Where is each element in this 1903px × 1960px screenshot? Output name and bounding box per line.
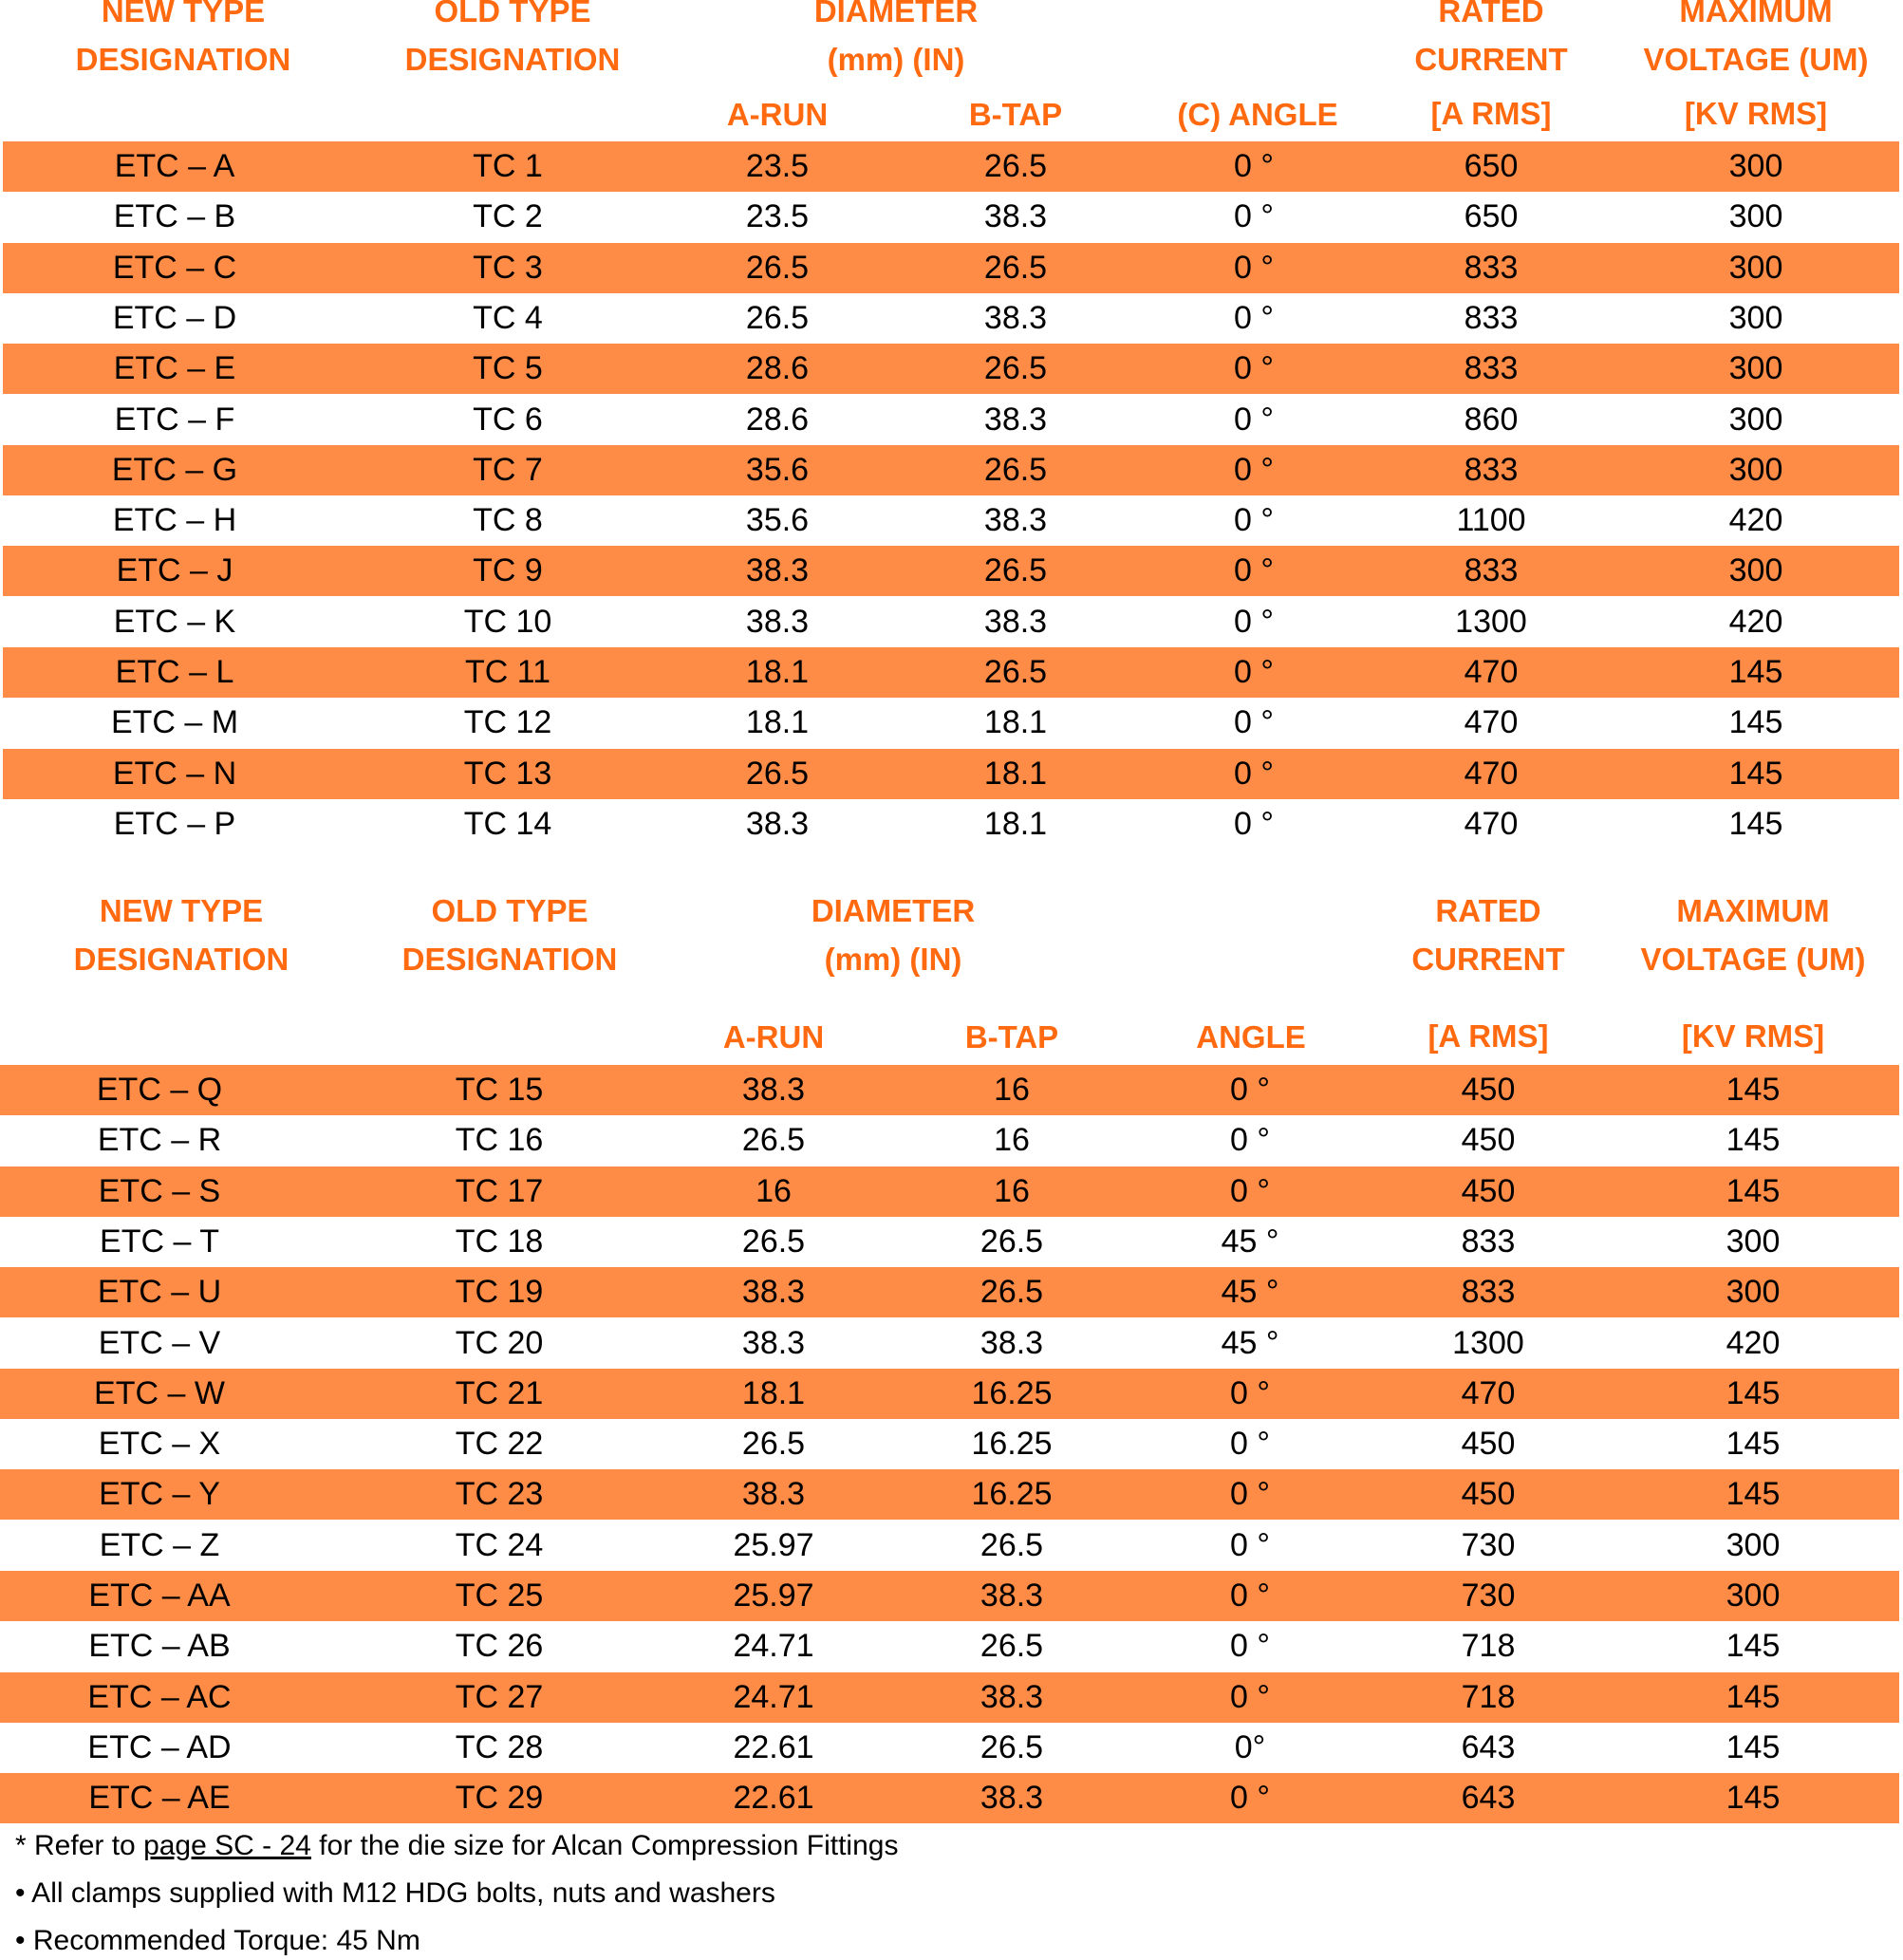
cell-new-type: ETC – Q — [96, 1072, 223, 1108]
header-old-type — [402, 892, 618, 979]
cell-rated-current: 450 — [1461, 1476, 1516, 1513]
cell-a-run: 25.97 — [733, 1526, 814, 1563]
cell-angle: 0 ° — [1234, 299, 1274, 336]
cell-new-type: ETC – AC — [87, 1678, 232, 1715]
cell-rated-current: 718 — [1461, 1628, 1516, 1665]
cell-angle: 0 ° — [1234, 805, 1274, 842]
cell-a-run: 38.3 — [741, 1476, 806, 1513]
header-max-voltage — [1643, 0, 1868, 133]
cell-rated-current: 730 — [1461, 1577, 1516, 1614]
cell-angle: 0 ° — [1234, 704, 1274, 741]
header-text: RATED — [1435, 893, 1541, 928]
cell-new-type: ETC – H — [112, 502, 237, 539]
header-b-tap: B-TAP — [964, 1019, 1059, 1055]
cell-b-tap: 16.25 — [971, 1476, 1053, 1513]
cell-old-type: TC 25 — [455, 1577, 544, 1614]
cell-old-type: TC 15 — [455, 1072, 544, 1108]
cell-a-run: 38.3 — [741, 1324, 806, 1361]
cell-max-voltage: 300 — [1728, 451, 1783, 488]
table-row — [3, 293, 1899, 344]
header-text: DESIGNATION — [404, 42, 621, 77]
cell-angle: 0 ° — [1234, 552, 1274, 589]
cell-rated-current: 1300 — [1452, 1324, 1524, 1361]
cell-new-type: ETC – N — [112, 755, 237, 792]
table-row — [3, 344, 1899, 394]
cell-angle: 0 ° — [1230, 1374, 1270, 1411]
cell-a-run: 25.97 — [733, 1577, 814, 1614]
cell-new-type: ETC – W — [94, 1374, 225, 1411]
header-text: [A RMS] — [1430, 96, 1552, 131]
cell-angle: 0 ° — [1230, 1122, 1270, 1159]
cell-b-tap: 38.3 — [983, 603, 1048, 640]
cell-rated-current: 643 — [1461, 1780, 1516, 1817]
header-angle: (C) ANGLE — [1177, 97, 1338, 132]
table-row — [3, 749, 1899, 799]
cell-b-tap: 38.3 — [979, 1678, 1044, 1715]
header-rated-current — [1411, 892, 1564, 1055]
cell-a-run: 38.3 — [741, 1274, 806, 1311]
footnote-torque: • Recommended Torque: 45 Nm — [15, 1925, 420, 1956]
cell-b-tap: 26.5 — [983, 148, 1048, 184]
cell-b-tap: 26.5 — [983, 552, 1048, 589]
cell-a-run: 35.6 — [745, 502, 810, 539]
cell-max-voltage: 300 — [1726, 1274, 1781, 1311]
cell-a-run: 35.6 — [745, 451, 810, 488]
cell-a-run: 38.3 — [745, 805, 810, 842]
cell-b-tap: 26.5 — [979, 1628, 1044, 1665]
table-row — [0, 1318, 1899, 1369]
cell-old-type: TC 7 — [473, 451, 543, 488]
cell-b-tap: 38.3 — [979, 1780, 1044, 1817]
cell-angle: 0 ° — [1234, 755, 1274, 792]
cell-max-voltage: 300 — [1726, 1223, 1781, 1260]
table-row — [0, 1571, 1899, 1621]
cell-new-type: ETC – L — [115, 654, 234, 690]
cell-new-type: ETC – A — [114, 148, 235, 184]
cell-rated-current: 833 — [1461, 1223, 1516, 1260]
cell-new-type: ETC – R — [97, 1122, 222, 1159]
cell-b-tap: 16 — [994, 1172, 1030, 1209]
cell-max-voltage: 300 — [1726, 1526, 1781, 1563]
cell-old-type: TC 8 — [473, 502, 543, 539]
cell-new-type: ETC – Z — [99, 1526, 220, 1563]
cell-old-type: TC 28 — [455, 1728, 544, 1765]
header-text: DESIGNATION — [401, 942, 618, 977]
cell-a-run: 26.5 — [745, 299, 810, 336]
cell-b-tap: 16.25 — [971, 1426, 1053, 1463]
cell-a-run: 18.1 — [745, 704, 810, 741]
cell-rated-current: 730 — [1461, 1526, 1516, 1563]
cell-angle: 0 ° — [1234, 451, 1274, 488]
cell-angle: 0 ° — [1230, 1426, 1270, 1463]
header-text: OLD TYPE — [431, 893, 588, 928]
table-row — [0, 1621, 1899, 1671]
cell-rated-current: 650 — [1464, 148, 1519, 184]
header-text: NEW TYPE — [99, 893, 264, 928]
header-text: RATED — [1438, 0, 1544, 28]
cell-b-tap: 38.3 — [983, 401, 1048, 438]
cell-new-type: ETC – F — [114, 401, 235, 438]
header-text: VOLTAGE (UM) — [1640, 942, 1866, 977]
cell-old-type: TC 16 — [455, 1122, 544, 1159]
header-rated-current — [1414, 0, 1567, 133]
cell-angle: 0 ° — [1230, 1678, 1270, 1715]
cell-max-voltage: 145 — [1726, 1628, 1781, 1665]
cell-max-voltage: 145 — [1726, 1678, 1781, 1715]
cell-b-tap: 26.5 — [983, 249, 1048, 286]
cell-b-tap: 38.3 — [983, 502, 1048, 539]
cell-new-type: ETC – M — [110, 704, 239, 741]
cell-angle: 0 ° — [1234, 350, 1274, 387]
cell-old-type: TC 20 — [455, 1324, 544, 1361]
cell-new-type: ETC – D — [112, 299, 237, 336]
cell-angle: 0 ° — [1230, 1526, 1270, 1563]
header-diameter — [814, 0, 978, 79]
cell-b-tap: 26.5 — [983, 350, 1048, 387]
cell-max-voltage: 300 — [1728, 401, 1783, 438]
cell-a-run: 26.5 — [741, 1223, 806, 1260]
footnote-bolts: • All clamps supplied with M12 HDG bolts, nuts and washers — [15, 1877, 775, 1909]
cell-angle: 45 ° — [1221, 1223, 1279, 1260]
cell-angle: 0° — [1234, 1728, 1266, 1765]
cell-old-type: TC 19 — [455, 1274, 544, 1311]
cell-old-type: TC 22 — [455, 1426, 544, 1463]
cell-old-type: TC 12 — [463, 704, 552, 741]
cell-a-run: 22.61 — [733, 1780, 814, 1817]
cell-angle: 0 ° — [1230, 1577, 1270, 1614]
header-a-run: A-RUN — [722, 1019, 825, 1055]
cell-b-tap: 26.5 — [983, 654, 1048, 690]
cell-rated-current: 650 — [1464, 198, 1519, 235]
cell-b-tap: 38.3 — [983, 198, 1048, 235]
cell-rated-current: 860 — [1464, 401, 1519, 438]
cell-new-type: ETC – AE — [88, 1780, 231, 1817]
cell-new-type: ETC – Y — [99, 1476, 220, 1513]
header-max-voltage — [1640, 892, 1865, 1055]
cell-new-type: ETC – G — [111, 451, 238, 488]
header-text: [KV RMS] — [1684, 96, 1828, 131]
cell-old-type: TC 3 — [473, 249, 543, 286]
cell-max-voltage: 145 — [1728, 755, 1783, 792]
header-text: (mm) (IN) — [827, 42, 965, 77]
cell-angle: 0 ° — [1230, 1628, 1270, 1665]
cell-new-type: ETC – V — [98, 1324, 221, 1361]
table-row — [3, 395, 1899, 445]
cell-old-type: TC 5 — [473, 350, 543, 387]
cell-new-type: ETC – U — [97, 1274, 222, 1311]
cell-old-type: TC 13 — [463, 755, 552, 792]
table-row — [3, 546, 1899, 596]
cell-angle: 0 ° — [1230, 1172, 1270, 1209]
cell-max-voltage: 145 — [1726, 1780, 1781, 1817]
cell-b-tap: 38.3 — [979, 1577, 1044, 1614]
table-row — [3, 597, 1899, 647]
cell-a-run: 26.5 — [745, 755, 810, 792]
cell-new-type: ETC – J — [116, 552, 233, 589]
header-diameter — [812, 892, 975, 979]
cell-max-voltage: 300 — [1728, 249, 1783, 286]
cell-angle: 0 ° — [1234, 654, 1274, 690]
cell-old-type: TC 9 — [473, 552, 543, 589]
cell-a-run: 18.1 — [741, 1374, 806, 1411]
cell-max-voltage: 420 — [1726, 1324, 1781, 1361]
cell-rated-current: 470 — [1464, 805, 1519, 842]
cell-max-voltage: 300 — [1728, 299, 1783, 336]
cell-max-voltage: 300 — [1726, 1577, 1781, 1614]
table-row — [3, 243, 1899, 293]
cell-a-run: 38.3 — [745, 603, 810, 640]
cell-old-type: TC 29 — [455, 1780, 544, 1817]
cell-max-voltage: 145 — [1726, 1172, 1781, 1209]
table-row — [0, 1267, 1899, 1317]
cell-a-run: 23.5 — [745, 148, 810, 184]
cell-new-type: ETC – S — [98, 1172, 221, 1209]
header-a-run: A-RUN — [726, 97, 829, 132]
cell-new-type: ETC – T — [100, 1223, 219, 1260]
cell-a-run: 26.5 — [741, 1122, 806, 1159]
cell-old-type: TC 18 — [455, 1223, 544, 1260]
cell-rated-current: 833 — [1464, 350, 1519, 387]
cell-max-voltage: 300 — [1728, 198, 1783, 235]
cell-new-type: ETC – AB — [88, 1628, 231, 1665]
footnote-text: * Refer to — [15, 1830, 144, 1861]
cell-new-type: ETC – AD — [87, 1728, 232, 1765]
cell-b-tap: 16.25 — [971, 1374, 1053, 1411]
cell-a-run: 28.6 — [745, 401, 810, 438]
cell-rated-current: 833 — [1464, 249, 1519, 286]
header-text: DIAMETER — [811, 893, 976, 928]
cell-max-voltage: 145 — [1726, 1374, 1781, 1411]
cell-rated-current: 833 — [1464, 299, 1519, 336]
header-b-tap: B-TAP — [968, 97, 1063, 132]
table-row — [0, 1369, 1899, 1419]
cell-max-voltage: 300 — [1728, 148, 1783, 184]
cell-new-type: ETC – K — [113, 603, 236, 640]
table-row — [0, 1419, 1899, 1469]
cell-rated-current: 470 — [1464, 755, 1519, 792]
table-row — [3, 698, 1899, 748]
cell-rated-current: 470 — [1461, 1374, 1516, 1411]
table-row — [0, 1217, 1899, 1267]
table-row — [3, 141, 1899, 192]
cell-b-tap: 16 — [994, 1072, 1030, 1108]
cell-max-voltage: 145 — [1726, 1426, 1781, 1463]
cell-max-voltage: 145 — [1728, 805, 1783, 842]
cell-new-type: ETC – B — [113, 198, 236, 235]
cell-b-tap: 18.1 — [983, 755, 1048, 792]
cell-max-voltage: 300 — [1728, 552, 1783, 589]
footnote-die-size — [15, 1827, 898, 1865]
cell-max-voltage: 145 — [1728, 654, 1783, 690]
header-text: DESIGNATION — [73, 942, 289, 977]
footnote-text: for the die size for Alcan Compression Fittings — [310, 1830, 899, 1861]
table-row — [0, 1521, 1899, 1571]
cell-max-voltage: 145 — [1726, 1122, 1781, 1159]
header-text: [KV RMS] — [1681, 1018, 1825, 1054]
cell-max-voltage: 420 — [1728, 603, 1783, 640]
cell-old-type: TC 24 — [455, 1526, 544, 1563]
header-text: CURRENT — [1411, 942, 1565, 977]
header-angle: ANGLE — [1196, 1019, 1306, 1055]
cell-a-run: 38.3 — [745, 552, 810, 589]
cell-a-run: 16 — [756, 1172, 792, 1209]
header-text: NEW TYPE — [101, 0, 266, 28]
cell-new-type: ETC – C — [112, 249, 237, 286]
cell-a-run: 26.5 — [745, 249, 810, 286]
cell-a-run: 24.71 — [733, 1628, 814, 1665]
cell-rated-current: 833 — [1464, 552, 1519, 589]
cell-rated-current: 833 — [1464, 451, 1519, 488]
cell-old-type: TC 17 — [455, 1172, 544, 1209]
cell-max-voltage: 145 — [1726, 1728, 1781, 1765]
header-text: MAXIMUM — [1679, 0, 1833, 28]
cell-a-run: 18.1 — [745, 654, 810, 690]
cell-max-voltage: 145 — [1728, 704, 1783, 741]
cell-rated-current: 450 — [1461, 1426, 1516, 1463]
cell-rated-current: 450 — [1461, 1172, 1516, 1209]
cell-rated-current: 643 — [1461, 1728, 1516, 1765]
header-new-type — [76, 0, 291, 79]
cell-b-tap: 26.5 — [983, 451, 1048, 488]
header-old-type — [405, 0, 621, 79]
table-row — [0, 1469, 1899, 1520]
cell-b-tap: 38.3 — [983, 299, 1048, 336]
cell-old-type: TC 11 — [464, 654, 551, 690]
table-row — [3, 799, 1899, 849]
table-row — [0, 1773, 1899, 1823]
cell-angle: 0 ° — [1230, 1072, 1270, 1108]
cell-a-run: 38.3 — [741, 1072, 806, 1108]
cell-old-type: TC 14 — [463, 805, 552, 842]
cell-angle: 0 ° — [1230, 1476, 1270, 1513]
header-text: (mm) (IN) — [824, 942, 962, 977]
header-text: DIAMETER — [813, 0, 979, 28]
cell-rated-current: 1100 — [1456, 502, 1526, 539]
table-row — [3, 445, 1899, 495]
cell-b-tap: 26.5 — [979, 1728, 1044, 1765]
table-row — [3, 647, 1899, 698]
table-row — [0, 1065, 1899, 1115]
cell-b-tap: 38.3 — [979, 1324, 1044, 1361]
header-new-type — [74, 892, 289, 979]
cell-rated-current: 470 — [1464, 654, 1519, 690]
table-row — [3, 192, 1899, 242]
cell-b-tap: 18.1 — [983, 805, 1048, 842]
cell-new-type: ETC – E — [113, 350, 236, 387]
cell-old-type: TC 23 — [455, 1476, 544, 1513]
table-row — [0, 1167, 1899, 1217]
cell-rated-current: 450 — [1461, 1122, 1516, 1159]
cell-angle: 0 ° — [1234, 502, 1274, 539]
cell-b-tap: 26.5 — [979, 1223, 1044, 1260]
cell-new-type: ETC – AA — [88, 1577, 231, 1614]
cell-new-type: ETC – P — [113, 805, 236, 842]
cell-old-type: TC 10 — [463, 603, 552, 640]
cell-a-run: 22.61 — [733, 1728, 814, 1765]
table-row — [3, 495, 1899, 546]
cell-rated-current: 718 — [1461, 1678, 1516, 1715]
cell-rated-current: 450 — [1461, 1072, 1516, 1108]
cell-rated-current: 833 — [1461, 1274, 1516, 1311]
cell-old-type: TC 26 — [455, 1628, 544, 1665]
header-text: CURRENT — [1414, 42, 1568, 77]
header-text: OLD TYPE — [434, 0, 591, 28]
cell-max-voltage: 145 — [1726, 1476, 1781, 1513]
header-text: DESIGNATION — [75, 42, 291, 77]
cell-old-type: TC 27 — [455, 1678, 544, 1715]
cell-max-voltage: 300 — [1728, 350, 1783, 387]
cell-a-run: 26.5 — [741, 1426, 806, 1463]
cell-angle: 45 ° — [1221, 1274, 1279, 1311]
cell-angle: 0 ° — [1234, 249, 1274, 286]
cell-old-type: TC 2 — [473, 198, 543, 235]
cell-angle: 0 ° — [1234, 198, 1274, 235]
header-text: MAXIMUM — [1676, 893, 1830, 928]
cell-rated-current: 1300 — [1455, 603, 1527, 640]
cell-b-tap: 16 — [994, 1122, 1030, 1159]
cell-angle: 0 ° — [1234, 401, 1274, 438]
header-text: [A RMS] — [1427, 1018, 1549, 1054]
cell-old-type: TC 21 — [455, 1374, 544, 1411]
cell-angle: 0 ° — [1234, 603, 1274, 640]
cell-angle: 0 ° — [1234, 148, 1274, 184]
cell-b-tap: 26.5 — [979, 1274, 1044, 1311]
cell-b-tap: 18.1 — [983, 704, 1048, 741]
table-row — [0, 1115, 1899, 1166]
cell-b-tap: 26.5 — [979, 1526, 1044, 1563]
cell-old-type: TC 4 — [473, 299, 543, 336]
cell-old-type: TC 6 — [473, 401, 543, 438]
table-row — [0, 1723, 1899, 1773]
cell-a-run: 24.71 — [733, 1678, 814, 1715]
table-row — [0, 1672, 1899, 1723]
cell-angle: 0 ° — [1230, 1780, 1270, 1817]
cell-old-type: TC 1 — [473, 148, 543, 184]
cell-max-voltage: 145 — [1726, 1072, 1781, 1108]
cell-angle: 45 ° — [1221, 1324, 1279, 1361]
cell-new-type: ETC – X — [98, 1426, 221, 1463]
cell-rated-current: 470 — [1464, 704, 1519, 741]
cell-a-run: 23.5 — [745, 198, 810, 235]
page-reference-link[interactable]: page SC - 24 — [143, 1830, 311, 1861]
cell-max-voltage: 420 — [1728, 502, 1783, 539]
header-text: VOLTAGE (UM) — [1643, 42, 1869, 77]
cell-a-run: 28.6 — [745, 350, 810, 387]
